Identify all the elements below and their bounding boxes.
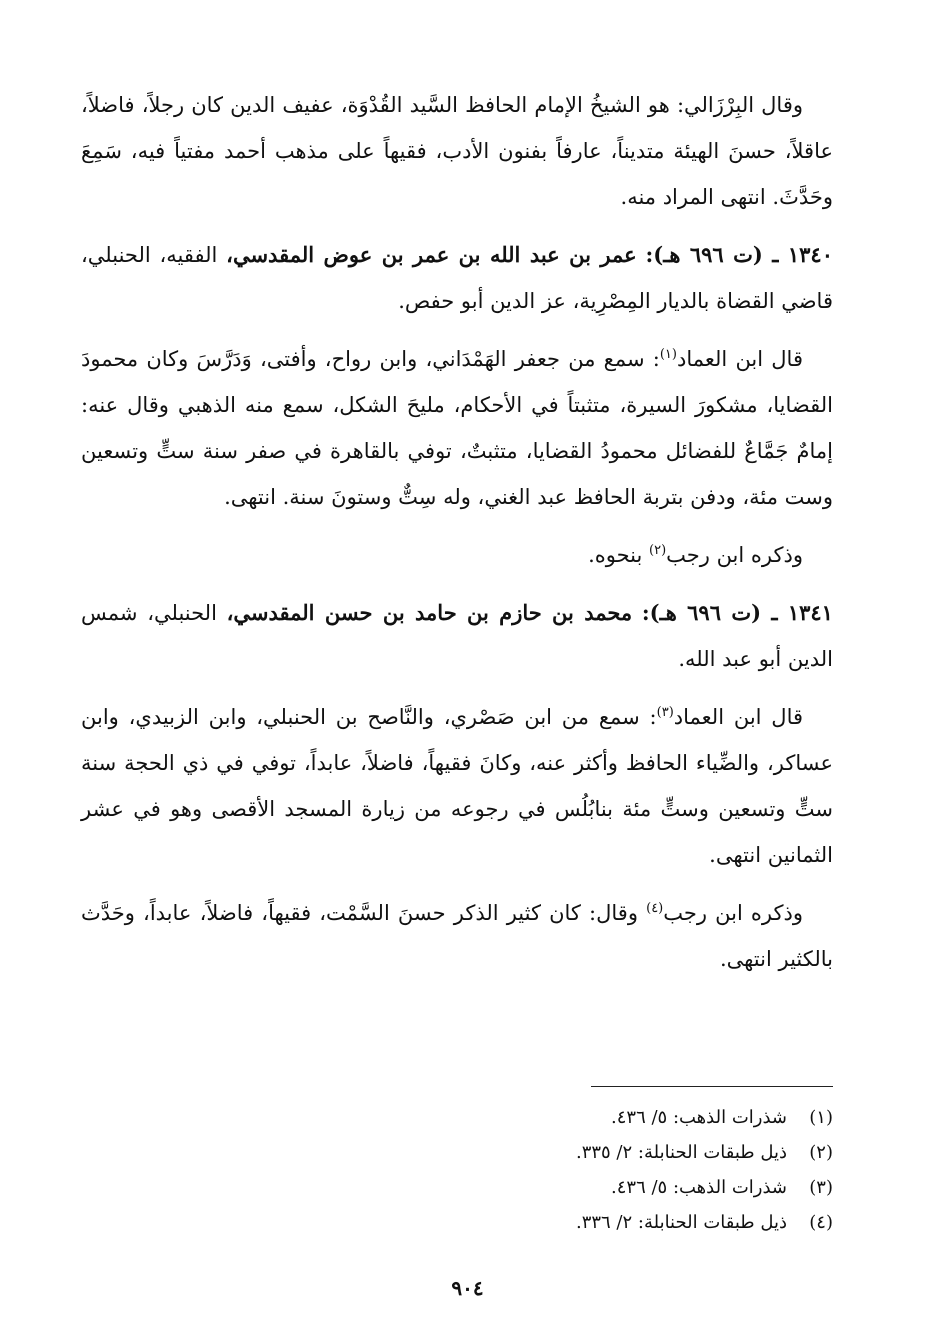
paragraph-birzali: [81, 82, 833, 220]
entry-description: الحنبلي، شمس الدين أبو عبد الله.: [81, 601, 833, 671]
paragraph-text: قال ابن العماد: [673, 705, 804, 729]
footnotes: [333, 1100, 833, 1240]
footnote-number: (٣): [809, 1177, 833, 1198]
entry-1341: [81, 590, 833, 682]
entry-number: ١٣٤١ ـ (ت ٦٩٦ هـ):: [641, 600, 833, 625]
footnote-item: [333, 1100, 833, 1135]
footnote-number: (١): [809, 1107, 833, 1128]
paragraph-ibn-rajab-1: [81, 532, 833, 578]
paragraph-text: : سمع من ابن صَصْري، والنَّاصح بن الحنبلي، وابن الزبيدي، وابن عساكر، والضِّياء الحافظ وأكثر عنه، وكانَ فقيهاً، فاضلاً، عابداً، توفي في ذي الحجة سنة ستٍّ وتسعين وستٍّ مئة بنابُلُس في رجوعه من زيارة المسجد الأقصى وهو في عشر الثمانين انتهى.: [81, 705, 833, 867]
footnote-text: ذيل طبقات الحنابلة: ٢/ ٣٣٥.: [575, 1142, 787, 1163]
paragraph-text: وذكره ابن رجب: [666, 543, 803, 567]
footnote-divider: [591, 1086, 833, 1087]
main-text: [81, 82, 833, 994]
entry-name: محمد بن حازم بن حامد بن حسن المقدسي،: [226, 600, 633, 625]
paragraph-text: وقال البِرْزَالي: هو الشيخُ الإمام الحافظ السَّيد القُدْوَة، عفيف الدين كان رجلاً، فاضلاً، عاقلاً، حسنَ الهيئة متديناً، عارفاً بفنون الأدب، فقيهاً على مذهب أحمد مفتياً فيه، سَمِعَ وحَدَّثَ. انتهى المراد منه.: [81, 93, 833, 209]
paragraph-ibn-imad-1: [81, 336, 833, 520]
paragraph-text: : سمع من جعفر الهَمْدَاني، وابن رواح، وأفتى، وَدَرَّسَ وكان محمودَ القضايا، مشكورَ السيرة، متثبتاً في الأحكام، مليحَ الشكل، سمع منه الذهبي وقال عنه: إمامٌ جَمَّاعٌ للفضائل محمودُ القضايا، متثبتٌ، توفي بالقاهرة في صفر سنة ستٍّ وتسعين وست مئة، ودفن بتربة الحافظ عبد الغني، وله سِتٌّ وستونَ سنة. انتهى.: [81, 347, 833, 509]
entry-1340: [81, 232, 833, 324]
footnote-number: (٢): [809, 1142, 833, 1163]
footnote-item: [333, 1135, 833, 1170]
entry-description: الفقيه، الحنبلي، قاضي القضاة بالديار المِصْرِية، عز الدين أبو حفص.: [81, 243, 833, 313]
paragraph-text: قال ابن العماد: [676, 347, 803, 371]
page-number: ٩٠٤: [451, 1276, 484, 1300]
footnote-item: [333, 1205, 833, 1240]
footnote-text: شذرات الذهب: ٥/ ٤٣٦.: [611, 1177, 787, 1198]
entry-number: ١٣٤٠ ـ (ت ٦٩٦ هـ):: [645, 242, 833, 267]
footnote-number: (٤): [809, 1212, 833, 1233]
footnote-text: ذيل طبقات الحنابلة: ٢/ ٣٣٦.: [575, 1212, 787, 1233]
paragraph-text: وذكره ابن رجب: [663, 901, 803, 925]
footnote-ref[interactable]: (١): [659, 347, 677, 362]
footnote-ref[interactable]: (٣): [656, 705, 674, 720]
entry-name: عمر بن عبد الله بن عمر بن عوض المقدسي،: [226, 242, 637, 267]
footnote-ref[interactable]: (٤): [646, 901, 664, 916]
paragraph-ibn-rajab-2: [81, 890, 833, 982]
paragraph-text: وقال: كان كثير الذكر حسنَ السَّمْت، فقيهاً، فاضلاً، عابداً، وحَدَّث بالكثير انتهى.: [81, 901, 833, 971]
paragraph-ibn-imad-2: [81, 694, 833, 878]
footnote-text: شذرات الذهب: ٥/ ٤٣٦.: [611, 1107, 787, 1128]
footnote-ref[interactable]: (٢): [649, 543, 667, 558]
footnote-item: [333, 1170, 833, 1205]
paragraph-text: بنحوه.: [588, 543, 650, 567]
